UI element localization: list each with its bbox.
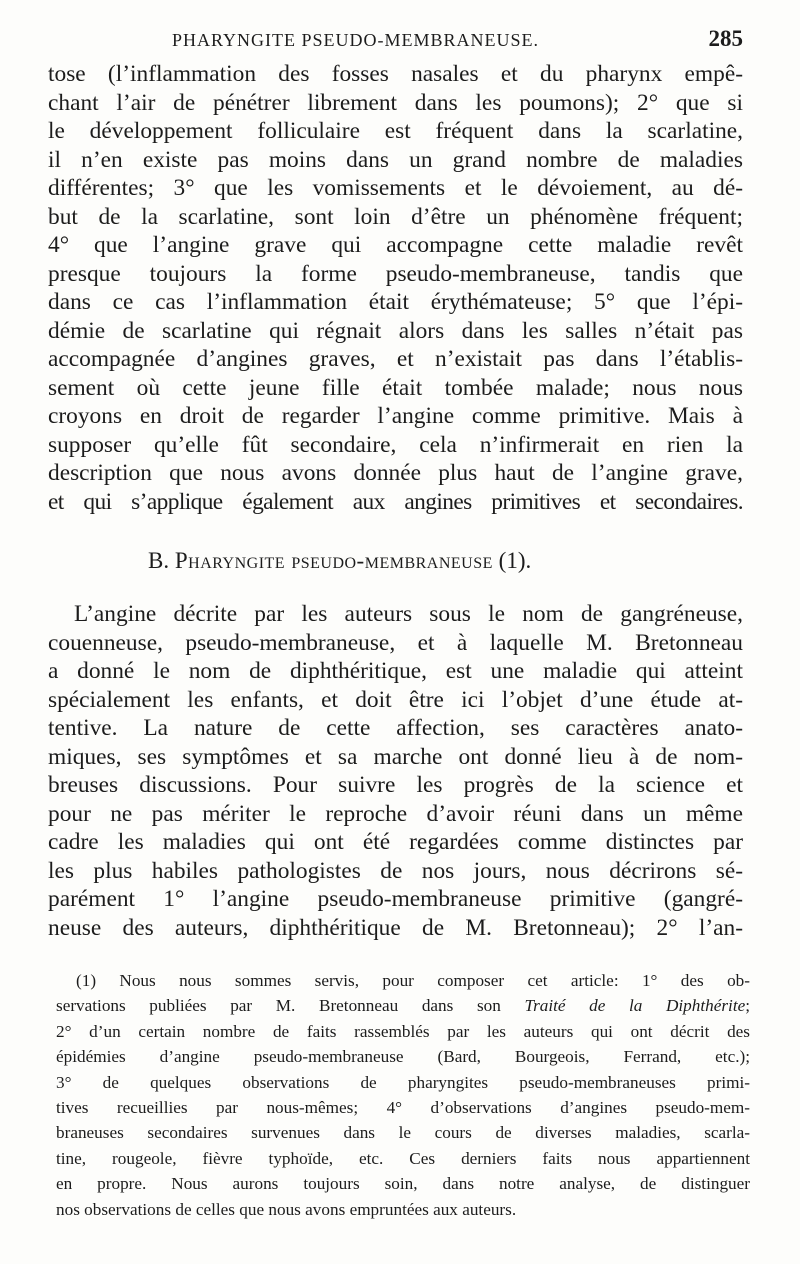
running-title: PHARYNGITE PSEUDO-MEMBRANEUSE. [172,30,540,50]
text-line: et qui s’applique également aux angines primitives et secondaires. [48,488,743,515]
text-line: tose (l’inflammation des fosses nasales et du pharynx empê- [48,61,743,87]
text-line: le développement folliculaire est fréquent dans la scarlatine, [48,118,743,144]
footnote-line: braneuses secondaires survenues dans le cours de diverses maladies, scarla- [56,1123,750,1143]
footnote-line: 3° de quelques observations de pharyngites pseudo-membraneuses primi- [56,1072,750,1092]
text-line: croyons en droit de regarder l’angine comme primitive. Mais à [48,403,743,429]
text-line: parément 1° l’angine pseudo-membraneuse primitive (gangré- [48,886,743,912]
text-line: cadre les maladies qui ont été regardées comme distinctes par [48,829,743,855]
text-line: dans ce cas l’inflammation était érythémateuse; 5° que l’épi- [48,289,743,315]
section-heading [148,548,531,574]
footnote-line: nos observations de celles que nous avons empruntées aux auteurs. [56,1199,517,1219]
text-line: supposer qu’elle fût secondaire, cela n’infirmerait en rien la [48,431,743,458]
text-line: il n’en existe pas moins dans un grand nombre de maladies [48,146,743,173]
page-number: 285 [708,26,743,51]
footnote-line: épidémies d’angine pseudo-membraneuse (Bard, Bourgeois, Ferrand, etc.); [56,1047,750,1067]
text-line: couenneuse, pseudo-membraneuse, et à laquelle M. Bretonneau [48,629,743,656]
footnote-text: servations publiées par M. Bretonneau dans son [56,996,525,1016]
paragraph-section [48,600,743,942]
text-line: les plus habiles pathologistes de nos jours, nous décrirons sé- [48,857,743,884]
footnote-line: tine, rougeole, fièvre typhoïde, etc. Ces derniers faits nous appartiennent [56,1148,750,1168]
section-heading-block [48,548,743,580]
text-line: presque toujours la forme pseudo-membraneuse, tandis que [48,260,743,287]
text-line: pour ne pas mériter le reproche d’avoir réuni dans un même [48,800,743,827]
text-line: différentes; 3° que les vomissements et le dévoiement, au dé- [48,175,743,201]
text-line: tentive. La nature de cette affection, ses caractères anato- [48,715,743,741]
text-line: chant l’air de pénétrer librement dans les poumons); 2° que si [48,89,743,116]
footnote-line: 2° d’un certain nombre de faits rassemblés par les auteurs qui ont décrit des [56,1021,750,1041]
footnote-line: tives recueillies par nous-mêmes; 4° d’observations d’angines pseudo-mem- [56,1097,750,1117]
running-head [48,26,743,56]
text-line: miques, ses symptômes et sa marche ont donné lieu à de nom- [48,743,743,770]
footnote-line: (1) Nous nous sommes servis, pour composer cet article: 1° des ob- [76,971,750,990]
text-line: spécialement les enfants, et doit être ici l’objet d’une étude at- [48,686,743,713]
footnote [56,968,750,1222]
section-title: Pharyngite pseudo-membraneuse [174,548,493,573]
text-line: neuse des auteurs, diphthéritique de M. Bretonneau); 2° l’an- [48,914,743,941]
text-line: démie de scarlatine qui régnait alors dans les salles n’était pas [48,317,743,344]
text-line: accompagnée d’angines graves, et n’existait pas dans l’établis- [48,346,743,372]
footnote-line [56,993,750,1018]
text-line: 4° que l’angine grave qui accompagne cette maladie revêt [48,232,743,258]
section-label: B. [148,548,170,573]
text-line: breuses discussions. Pour suivre les progrès de la science et [48,772,743,798]
paragraph-continued [48,60,743,516]
text-line: L’angine décrite par les auteurs sous le nom de gangréneuse, [74,601,743,627]
footnote-reference: (1). [498,548,532,573]
book-title: Traité de la Diphthérite [524,996,746,1016]
footnote-line: en propre. Nous aurons toujours soin, dans notre analyse, de distinguer [56,1174,750,1194]
text-line: but de la scarlatine, sont loin d’être un phénomène fréquent; [48,203,743,230]
footnote-text: ; [745,996,750,1016]
text-line: a donné le nom de diphthéritique, est une maladie qui atteint [48,658,743,684]
text-line: sement où cette jeune fille était tombée malade; nous nous [48,374,743,401]
text-line: description que nous avons donnée plus haut de l’angine grave, [48,460,743,486]
